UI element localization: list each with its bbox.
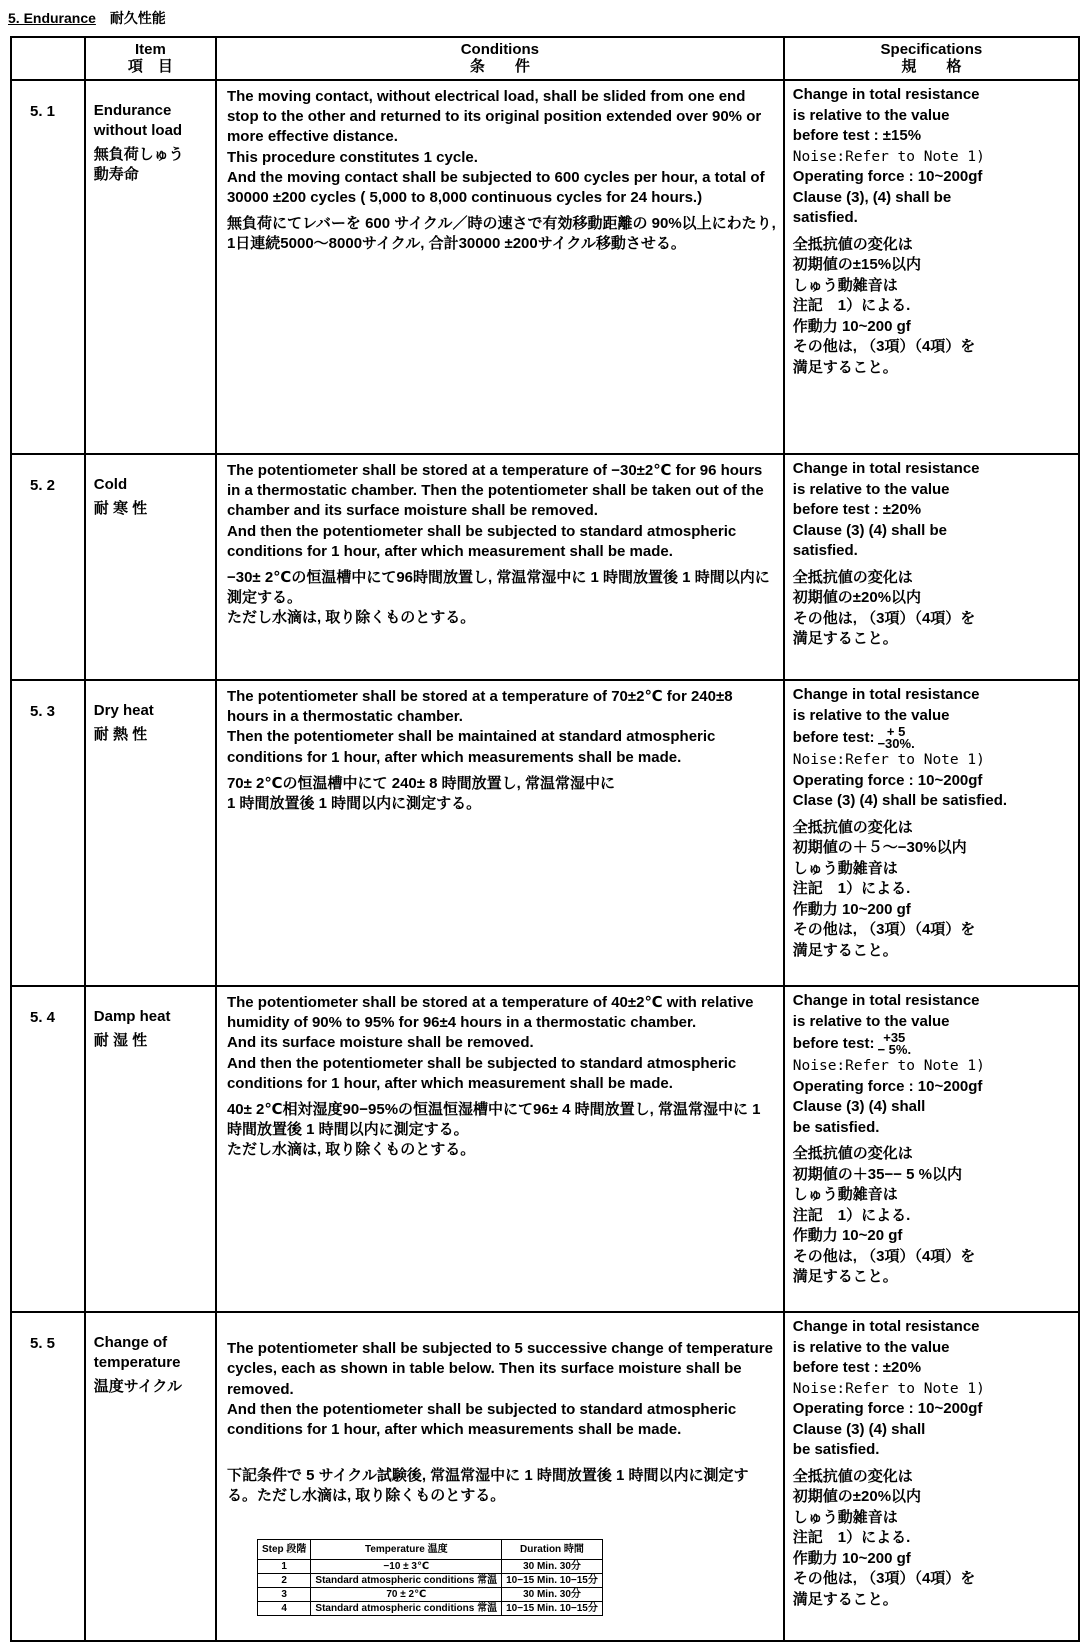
spec-jp: 全抵抗値の変化は 初期値の＋５～−30%以内 しゅう動雑音は 注記 1）による. 作動力 10~200 gf その他は, （3項）（4項）を 満足すること。 [792, 818, 976, 959]
cycle-step: 1 [257, 1559, 310, 1573]
cycle-header-duration: Duration 時間 [502, 1539, 603, 1559]
conditions-en: The potentiometer shall be stored at a temperature of −30±2℃ for 96 hours in a thermostatic chamber. Then the potentiometer shall be taken out of the chamber and its surface moisture shall be removed. And then the potentiometer shall be subjected to standard atmospheric conditions for 1 hour, after which measurement shall be made. [226, 462, 764, 560]
spec-noise: Noise:Refer to Note 1) [792, 148, 985, 165]
cycle-row [257, 1601, 602, 1615]
spec-other: Operating force : 10~200gf Clause (3) (4) shall be satisfied. [792, 1400, 983, 1458]
spec-noise: Noise:Refer to Note 1) [792, 1058, 985, 1074]
item-en: Change of temperature [93, 1334, 181, 1371]
row-conditions [216, 454, 784, 680]
row-item [85, 680, 216, 986]
section-title-en: 5. Endurance [8, 10, 96, 26]
cycle-duration: 30 Min. 30分 [502, 1587, 603, 1601]
spec-resistance [793, 991, 1076, 1056]
cycle-temperature: Standard atmospheric conditions 常温 [311, 1573, 502, 1587]
spec-resistance-text: Change in total resistance is relative to the value before test: [792, 686, 980, 746]
tolerance-lower: −30%. [877, 736, 915, 751]
table-row [11, 986, 1079, 1312]
table-row [11, 80, 1079, 454]
spec-other: Operating force : 10~200gf Clause (3) (4) shall be satisfied. [792, 1077, 983, 1136]
row-number: 5. 4 [11, 986, 85, 1312]
item-en: Cold [93, 476, 128, 493]
spec-resistance: Change in total resistance is relative to the value before test : ±20% [792, 1318, 980, 1376]
tolerance-upper: +35 [883, 1030, 906, 1045]
item-jp: 耐 湿 性 [93, 1032, 148, 1049]
conditions-en: The potentiometer shall be stored at a temperature of 70±2℃ for 240±8 hours in a thermostatic chamber. Then the potentiometer shall be maintained at standard atmospheric conditions for 1 hour, after which measurements shall be made. [226, 688, 733, 766]
header-specifications [784, 37, 1079, 80]
conditions-en: The potentiometer shall be subjected to 5 successive change of temperature cycles, each as shown in table below. Then its surface moisture shall be removed. And then the potentiometer shall be subjected to standard atmospheric conditions for 1 hour, after which measurements shall be made. [226, 1340, 773, 1439]
header-conditions-en: Conditions [460, 41, 540, 58]
cycle-step: 2 [257, 1573, 310, 1587]
spec-other: Operating force : 10~200gf Clause (3), (4) shall be satisfied. [792, 168, 983, 226]
row-specifications [784, 680, 1079, 986]
item-jp: 耐 熱 性 [93, 726, 148, 743]
spec-jp: 全抵抗値の変化は 初期値の±20%以内 その他は, （3項）（4項）を 満足すること。 [792, 568, 976, 647]
section-title [8, 8, 166, 28]
cycle-header-temperature: Temperature 温度 [311, 1539, 502, 1559]
cycle-duration: 30 Min. 30分 [502, 1559, 603, 1573]
row-specifications [784, 454, 1079, 680]
item-en: Damp heat [93, 1008, 171, 1025]
endurance-table [10, 36, 1080, 1642]
header-no [11, 37, 85, 80]
spec-jp: 全抵抗値の変化は 初期値の±20%以内 しゅう動雑音は 注記 1）による. 作動力 10~200 gf その他は, （3項）（4項）を 満足すること。 [792, 1467, 976, 1608]
cycle-temperature: 70 ± 2℃ [311, 1587, 502, 1601]
cycle-row [257, 1573, 602, 1587]
row-number: 5. 5 [11, 1312, 85, 1641]
row-specifications [784, 1312, 1079, 1641]
row-specifications [784, 986, 1079, 1312]
header-conditions-jp: 条 件 [469, 58, 530, 75]
cycle-header-step: Step 段階 [257, 1539, 310, 1559]
spec-jp: 全抵抗値の変化は 初期値の＋35−− 5 %以内 しゅう動雑音は 注記 1）による. 作動力 10~20 gf その他は, （3項）（4項）を 満足すること。 [792, 1145, 976, 1285]
header-item-en: Item [134, 41, 166, 58]
cycle-temperature: −10 ± 3℃ [311, 1559, 502, 1573]
conditions-en: The moving contact, without electrical load, shall be slided from one end stop to the other and returned to its original position extended over 90% or more effective distance. This procedure constitutes 1 cycle. And the moving contact shall be subjected to 600 cycles per hour, a total of 30000 ±200 cycles ( 5,000 to 8,000 continuous cycles for 24 hours.) [226, 88, 765, 207]
header-specifications-jp: 規 格 [901, 58, 962, 75]
cycle-row [257, 1559, 602, 1573]
tolerance-fraction [877, 726, 914, 750]
item-jp: 耐 寒 性 [93, 500, 148, 517]
row-conditions [216, 680, 784, 986]
table-row [11, 1312, 1079, 1641]
cycle-step: 4 [257, 1601, 310, 1615]
cycle-duration: 10−15 Min. 10−15分 [502, 1601, 603, 1615]
table-row [11, 680, 1079, 986]
spec-resistance: Change in total resistance is relative to the value before test : ±20% [792, 460, 980, 518]
item-en: Endurance without load [93, 102, 183, 139]
conditions-en: The potentiometer shall be stored at a temperature of 40±2℃ with relative humidity of 90% to 95% for 96±4 hours in a thermostatic chamber. And its surface moisture shall be removed. And then the potentiometer shall be subjected to standard atmospheric conditions for 1 hour, after which measurement shall be made. [226, 994, 754, 1092]
header-item [85, 37, 216, 80]
item-jp: 無負荷しゅう 動寿命 [93, 146, 184, 183]
row-conditions [216, 80, 784, 454]
row-item [85, 986, 216, 1312]
spec-other: Clause (3) (4) shall be satisfied. [792, 521, 947, 559]
header-item-jp: 項 目 [127, 58, 173, 75]
table-row [11, 454, 1079, 680]
cycle-temperature: Standard atmospheric conditions 常温 [311, 1601, 502, 1615]
spec-noise: Noise:Refer to Note 1) [792, 752, 985, 768]
row-number: 5. 2 [11, 454, 85, 680]
spec-resistance: Change in total resistance is relative to the value before test : ±15% [792, 86, 980, 144]
temperature-cycle-table [257, 1539, 603, 1616]
header-row [11, 37, 1079, 80]
tolerance-lower: − 5%. [877, 1042, 912, 1057]
conditions-jp: 40± 2℃相対湿度90−95%の恒温恒湿槽中にて96± 4 時間放置し, 常温常湿中に 1 時間放置後 1 時間以内に測定する。 ただし水滴は, 取り除くものとする。 [226, 1101, 761, 1159]
row-item [85, 1312, 216, 1641]
row-conditions [216, 1312, 784, 1641]
conditions-jp: 下記条件で 5 サイクル試験後, 常温常湿中に 1 時間放置後 1 時間以内に測定する。ただし水滴は, 取り除くものとする。 [226, 1467, 749, 1505]
header-conditions [216, 37, 784, 80]
item-en: Dry heat [93, 702, 154, 719]
spec-resistance [793, 685, 1076, 750]
row-item [85, 80, 216, 454]
spec-resistance-text: Change in total resistance is relative to the value before test: [792, 992, 980, 1052]
tolerance-fraction [877, 1032, 911, 1056]
row-specifications [784, 80, 1079, 454]
row-number: 5. 3 [11, 680, 85, 986]
cycle-duration: 10−15 Min. 10−15分 [502, 1573, 603, 1587]
row-number: 5. 1 [11, 80, 85, 454]
cycle-header-row [257, 1539, 602, 1559]
section-title-jp: 耐久性能 [109, 10, 166, 26]
item-jp: 温度サイクル [93, 1378, 182, 1395]
spec-noise: Noise:Refer to Note 1) [792, 1380, 985, 1397]
tolerance-upper: + 5 [886, 724, 906, 739]
cycle-step: 3 [257, 1587, 310, 1601]
header-specifications-en: Specifications [880, 41, 983, 58]
spec-other: Operating force : 10~200gf Clase (3) (4) shall be satisfied. [792, 771, 1008, 809]
conditions-jp: 70± 2℃の恒温槽中にて 240± 8 時間放置し, 常温常湿中に 1 時間放置後 1 時間以内に測定する。 [226, 774, 616, 812]
row-conditions [216, 986, 784, 1312]
conditions-jp: 無負荷にてレバーを 600 サイクル／時の速さで有効移動距離の 90%以上にわたり, 1日連続5000～8000サイクル, 合計30000 ±200サイクル移動させる。 [226, 215, 776, 253]
cycle-row [257, 1587, 602, 1601]
conditions-jp: −30± 2℃の恒温槽中にて96時間放置し, 常温常湿中に 1 時間放置後 1 時間以内に測定する。 ただし水滴は, 取り除くものとする。 [226, 569, 770, 627]
row-item [85, 454, 216, 680]
spec-jp: 全抵抗値の変化は 初期値の±15%以内 しゅう動雑音は 注記 1）による. 作動力 10~200 gf その他は, （3項）（4項）を 満足すること。 [792, 235, 976, 376]
